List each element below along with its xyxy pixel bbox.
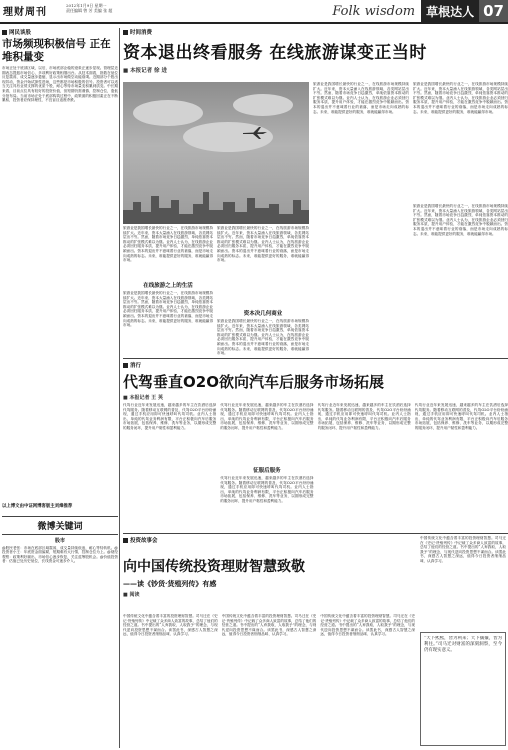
top-article-col-a bbox=[123, 226, 213, 363]
art2-col1: 代驾行业近年来发展迅速，越来越多的车主在饮酒后选择代驾服务。随着移动互联网的普及，代驾O2O平台纷纷涌现，通过手机应用即可快速呼叫代驾司机。业内人士指出，单纯的代驾业务利润有限，平台正积极向汽车后服务市场拓展，包括保养、维修、洗车等业务，以期形成完整的服务闭环，提升用户黏性和盈利能力。 bbox=[123, 403, 217, 430]
top-article-byline: ■ 本报记者 徐 进 bbox=[123, 68, 167, 74]
left-tag-label: 网民谈股 bbox=[9, 30, 32, 36]
top-article-col-b bbox=[217, 226, 309, 363]
pull-quote-text: “天下熙熙，皆为利来；天下攘攘，皆为利往。”司马迁对财富的深刻洞察，至今仍有现实意义。 bbox=[424, 636, 502, 653]
top-article-col2b: 旅游业是我国增长最快的行业之一，在线旅游市场规模持续扩大。近年来，资本大量涌入在线旅游领域，各类网站层出不穷。然而，随着市场竞争日趋激烈，单纯依靠资本推动的扩张模式难以为继。业内人士认为，在线旅游企业必须回归服务本质，提升用户体验，才能在激烈竞争中脱颖而出。资本的退出并不意味着行业的衰落，而是市场走向成熟的标志。未来，谁能提供更好的服务，谁就能赢得市场。 bbox=[413, 204, 508, 236]
issue-meta bbox=[66, 3, 226, 13]
third-article-subtitle: ——读《钞货·货殖列传》有感 bbox=[123, 579, 217, 588]
masthead bbox=[0, 0, 508, 24]
art3-col2: 中国传统文化中蕴含着丰富的投资理财智慧。司马迁在《史记·货殖列传》中记载了众多商人致富的故事，总结了他们的经营之道。书中提出的“人弃我取，人取我予”的理念，与现代逆向投资思想不谋而合。读罢此书，深感古人智慧之深远，值得今日投资者细细品味、认真学习。 bbox=[221, 614, 317, 637]
third-article-byline: ■ 阅读 bbox=[123, 592, 140, 598]
col-b-text-2: 旅游业是我国增长最快的行业之一，在线旅游市场规模持续扩大。近年来，资本大量涌入在线旅游领域，各类网站层出不穷。然而，随着市场竞争日趋激烈，单纯依靠资本推动的扩张模式难以为继。业内人士认为，在线旅游企业必须回归服务本质，提升用户体验，才能在激烈竞争中脱颖而出。资本的退出并不意味着行业的衰落，而是市场走向成熟的标志。未来，谁能提供更好的服务，谁就能赢得市场。 bbox=[217, 319, 309, 356]
second-article-columns bbox=[123, 403, 508, 529]
top-article-col2: 旅游业是我国增长最快的行业之一，在线旅游市场规模持续扩大。近年来，资本大量涌入在线旅游领域，各类网站层出不穷。然而，随着市场竞争日趋激烈，单纯依靠资本推动的扩张模式难以为继。业内人士认为，在线旅游企业必须回归服务本质，提升用户体验，才能在激烈竞争中脱颖而出。资本的退出并不意味着行业的衰落，而是市场走向成熟的标志。未来，谁能提供更好的服务，谁就能赢得市场。 bbox=[413, 82, 508, 114]
top-article-headline: 资本退出终看服务 在线旅游谋变正当时 bbox=[123, 43, 427, 63]
article-photo-sky-city bbox=[123, 82, 309, 224]
subhead-capital: 资本决几何商业 bbox=[243, 311, 283, 317]
left-column bbox=[2, 28, 118, 748]
page-number: 07 bbox=[479, 0, 508, 22]
top-tag-label: 时间消费 bbox=[130, 30, 153, 36]
left-article-title: 市场频现积极信号 正在堆积量变 bbox=[2, 38, 111, 63]
art2-col2-text: 代驾行业近年来发展迅速，越来越多的车主在饮酒后选择代驾服务。随着移动互联网的普及，代驾O2O平台纷纷涌现，通过手机应用即可快速呼叫代驾司机。业内人士指出，单纯的代驾业务利润有限，平台正积极向汽车后服务市场拓展，包括保养、维修、洗车等业务，以期形成完整的服务闭环，提升用户黏性和盈利能力。 bbox=[220, 403, 314, 430]
section-title: 草根达人 bbox=[421, 0, 479, 22]
left-footnote: 以上博文由中证网博客版主刘烽推荐 bbox=[2, 504, 73, 509]
issue-editors: 责任编辑 曾 芳 美编 张 超 bbox=[66, 8, 113, 13]
third-article-columns bbox=[123, 614, 415, 746]
newspaper-logo: 理财周刊 bbox=[3, 7, 47, 18]
col-b-text: 旅游业是我国增长最快的行业之一，在线旅游市场规模持续扩大。近年来，资本大量涌入在线旅游领域，各类网站层出不穷。然而，随着市场竞争日趋激烈，单纯依靠资本推动的扩张模式难以为继。业内人士认为，在线旅游企业必须回归服务本质，提升用户体验，才能在激烈竞争中脱颖而出。资本的退出并不意味着行业的衰落，而是市场走向成熟的标志。未来，谁能提供更好的服务，谁就能赢得市场。 bbox=[217, 226, 309, 263]
city-skyline-icon bbox=[123, 188, 309, 224]
top-article-col1: 旅游业是我国增长最快的行业之一，在线旅游市场规模持续扩大。近年来，资本大量涌入在线旅游领域，各类网站层出不穷。然而，随着市场竞争日趋激烈，单纯依靠资本推动的扩张模式难以为继。业内人士认为，在线旅游企业必须回归服务本质，提升用户体验，才能在激烈竞争中脱颖而出。资本的退出并不意味着行业的衰落，而是市场走向成熟的标志。未来，谁能提供更好的服务，谁就能赢得市场。 bbox=[313, 82, 409, 114]
art3-col1: 中国传统文化中蕴含着丰富的投资理财智慧。司马迁在《史记·货殖列传》中记载了众多商人致富的故事，总结了他们的经营之道。书中提出的“人弃我取，人取我予”的理念，与现代逆向投资思想不谋而合。读罢此书，深感古人智慧之深远，值得今日投资者细细品味、认真学习。 bbox=[123, 614, 218, 637]
square-bullet-icon bbox=[2, 30, 7, 35]
second-tag-label: 消行 bbox=[130, 363, 142, 369]
airplane-icon bbox=[241, 126, 269, 140]
second-article-headline: 代驾垂直O2O欲向汽车后服务市场拓展 bbox=[123, 373, 384, 391]
square-bullet-icon bbox=[123, 538, 128, 543]
third-article bbox=[123, 536, 508, 748]
square-bullet-icon bbox=[123, 363, 128, 368]
section-english: Folk wisdom bbox=[332, 3, 416, 19]
second-article bbox=[123, 361, 508, 531]
column-divider bbox=[119, 28, 120, 748]
weibo-keywords-title: 微博关键词 bbox=[2, 516, 118, 535]
issue-date: 2012年1月9日 星期一 bbox=[66, 3, 107, 8]
art2-col3: 代驾行业近年来发展迅速，越来越多的车主在饮酒后选择代驾服务。随着移动互联网的普及，代驾O2O平台纷纷涌现，通过手机应用即可快速呼叫代驾司机。业内人士指出，单纯的代驾业务利润有限，平台正积极向汽车后服务市场拓展，包括保养、维修、洗车等业务，以期形成完整的服务闭环，提升用户黏性和盈利能力。 bbox=[317, 403, 411, 430]
subhead-aftermarket: 征服后服务 bbox=[253, 468, 281, 474]
pull-quote-box bbox=[420, 632, 506, 746]
left-section-tag bbox=[2, 28, 118, 36]
section-header bbox=[332, 0, 508, 22]
section-divider-2 bbox=[123, 533, 508, 534]
art2-col4: 代驾行业近年来发展迅速，越来越多的车主在饮酒后选择代驾服务。随着移动互联网的普及，代驾O2O平台纷纷涌现，通过手机应用即可快速呼叫代驾司机。业内人士指出，单纯的代驾业务利润有限，平台正积极向汽车后服务市场拓展，包括保养、维修、洗车等业务，以期形成完整的服务闭环，提升用户黏性和盈利能力。 bbox=[414, 403, 508, 430]
second-article-byline: ■ 本报记者 王 英 bbox=[123, 395, 163, 401]
square-bullet-icon bbox=[123, 30, 128, 35]
art3-col3: 中国传统文化中蕴含着丰富的投资理财智慧。司马迁在《史记·货殖列传》中记载了众多商人致富的故事，总结了他们的经营之道。书中提出的“人弃我取，人取我予”的理念，与现代逆向投资思想不谋而合。读罢此书，深感古人智慧之深远，值得今日投资者细细品味、认真学习。 bbox=[320, 614, 416, 637]
third-article-headline: 向中国传统投资理财智慧致敬 bbox=[123, 559, 305, 575]
weibo-body: @股民老张：市场在底部区域震荡，成交量持续低迷，耐心等待转机。@投资者小王：年底资金面偏紧，短期难有大行情，控制仓位为上。@财经观察：政策利好频出，市场信心逐步恢复，关注蓝筹股机会。@价值投资者：估值已处历史低位，长线资金可逐步介入。 bbox=[2, 545, 118, 564]
top-article bbox=[123, 28, 508, 358]
col-a-text-2: 旅游业是我国增长最快的行业之一，在线旅游市场规模持续扩大。近年来，资本大量涌入在线旅游领域，各类网站层出不穷。然而，随着市场竞争日趋激烈，单纯依靠资本推动的扩张模式难以为继。业内人士认为，在线旅游企业必须回归服务本质，提升用户体验，才能在激烈竞争中脱颖而出。资本的退出并不意味着行业的衰落，而是市场走向成熟的标志。未来，谁能提供更好的服务，谁就能赢得市场。 bbox=[123, 291, 213, 328]
left-article-body: 市场正处于底部区域，以后，市场底部企稳的迹象正逐步显现。管理层近期表态提振市场信心，多项利好政策相继出台。从技术面看，指数在低位反复震荡，成交量逐步萎缩，显示出市场做空动能衰竭。近期部分个股出现异动，资金开始试探性进场，这些都是市场积极的信号。投资者可以适当关注具有业绩支撑的优质个股，耐心等待市场量变积累到质变。中长期来看，目前点位具有较好的投资价值，但短期仍需谨慎，控制仓位，逢低分批布局。当前市场正处于底部构筑过程中，政策面的积极因素正在不断累积，投资者应保持理性，不宜盲目追涨杀跌。 bbox=[2, 66, 118, 103]
art2-col2-text-2: 代驾行业近年来发展迅速，越来越多的车主在饮酒后选择代驾服务。随着移动互联网的普及，代驾O2O平台纷纷涌现，通过手机应用即可快速呼叫代驾司机。业内人士指出，单纯的代驾业务利润有限，平台正积极向汽车后服务市场拓展，包括保养、维修、洗车等业务，以期形成完整的服务闭环，提升用户黏性和盈利能力。 bbox=[220, 476, 314, 503]
second-article-tag bbox=[123, 361, 508, 369]
col-a-text: 旅游业是我国增长最快的行业之一，在线旅游市场规模持续扩大。近年来，资本大量涌入在线旅游领域，各类网站层出不穷。然而，随着市场竞争日趋激烈，单纯依靠资本推动的扩张模式难以为继。业内人士认为，在线旅游企业必须回归服务本质，提升用户体验，才能在激烈竞争中脱颖而出。资本的退出并不意味着行业的衰落，而是市场走向成熟的标志。未来，谁能提供更好的服务，谁就能赢得市场。 bbox=[123, 226, 213, 263]
art2-col2 bbox=[220, 403, 313, 529]
top-article-tag bbox=[123, 28, 508, 36]
third-tag-label: 投资故事会 bbox=[130, 538, 158, 544]
art3-right-text: 中国传统文化中蕴含着丰富的投资理财智慧。司马迁在《史记·货殖列传》中记载了众多商人致富的故事，总结了他们的经营之道。书中提出的“人弃我取，人取我予”的理念，与现代逆向投资思想不谋而合。读罢此书，深感古人智慧之深远，值得今日投资者细细品味、认真学习。 bbox=[420, 536, 506, 563]
weibo-subheading: 股市 bbox=[54, 537, 65, 544]
section-divider bbox=[123, 358, 508, 359]
subhead-online-life: 在线旅游之上的生活 bbox=[143, 283, 193, 289]
